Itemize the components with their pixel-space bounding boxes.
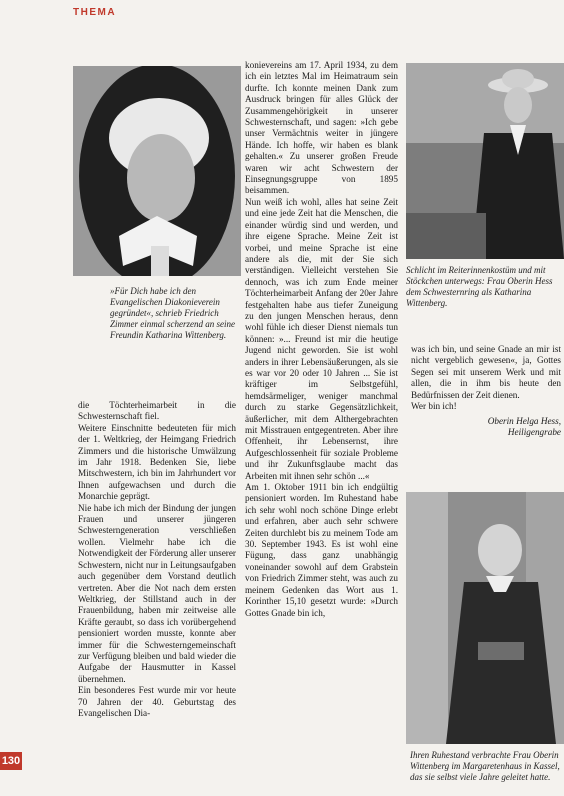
col1-paragraph: Ein besonderes Fest wurde mir vor heute 70 Jahren der 40. Geburtstag des Evangelischen Dia-: [78, 685, 236, 718]
photo-woman-with-hat: [406, 63, 564, 259]
column-2: [245, 60, 398, 619]
seated-photo-image: [406, 492, 564, 744]
column-1: [78, 400, 236, 719]
col1-paragraph: Nie habe ich mich der Bindung der jungen Frauen und unserer jüngeren Schwesterngeneration verschließen wollen. Vielmehr habe ich die Notwendigkeit der Förderung aller unserer Schwestern, nicht nur in Leitungsaufgaben auch gegenüber dem Vorstand deutlich vertreten. Aber die Not nach dem ersten Weltkrieg, der Stillstand auch in der Frauenbildung, haben mir zeitweise alle Kräfte geraubt, so dass ich vorübergehend pensioniert worden musste, konnte aber immer für die Schwesterngemeinschaft zur Verfügung bleiben und bald wieder die Aufgabe der Hausmutter in Kassel übernehmen.: [78, 502, 236, 684]
col1-paragraph: Weitere Einschnitte bedeuteten für mich der 1. Weltkrieg, der Heimgang Friedrich Zimmers und die historische Umwälzung im Jahr 1918. Bedenken Sie, liebe Mitschwestern, ich bin im Jahrhundert vor Ihnen aufgewachsen und durch die Monarchie geprägt.: [78, 422, 236, 502]
portrait-photo-deaconess: [73, 66, 241, 276]
column-3: [411, 344, 561, 412]
col2-paragraph: Nun weiß ich wohl, alles hat seine Zeit und eine jede Zeit hat die Menschen, die einander würdig sind und werden, und ihre eigene Sprache. Meine Zeit ist vorbei, und meine Sprache ist eine andere als die, mit der Sie sich verständigen. Vielleicht verstehen Sie dennoch, was ich zum Ende meiner Töchterheimarbeit Anfang der 20er Jahre festgehalten habe aus tiefer Zuneigung zu den jungen Menschen heraus, denn wohl fühle ich dieser Dienst niemals tun können: »... Freund ist mir die heutige Jugend nicht geworden. Sie ist wohl anders in ihrer Lebensäußerungen, als sie es war vor 20 oder 10 Jahren ... Sie ist kräftiger im Selbstgefühl, hemdsärmeliger, weniger manchmal durch zu starke Gegensätzlichkeit, äußerlicher, mit dem Althergebrachten mit Misstrauen entgegentreten. Aber ihre Offenheit, ihr Lebensernst, ihre Aufgeschlossenheit für soziale Probleme und ihr Zukunftsglaube macht das Arbeiten mit ihnen sehr schön ...«: [245, 196, 398, 481]
col2-paragraph: Am 1. Oktober 1911 bin ich endgültig pensioniert worden. Im Ruhestand habe ich sehr wohl noch schöne Dinge erlebt und erfahren, aber auch sehr schwere Zeiten durchlebt bis zu meinem Tode am 30. September 1943. Es ist wohl eine Fügung, dass ganz unabhängig voneinander sowohl auf dem Grabstein von Friedrich Zimmer steht, was auch zu meinem Gedenken das Wort aus 1. Korinther 15,10 gesetzt wurde: »Durch Gottes Gnade bin ich,: [245, 482, 398, 618]
portrait-photo-image: [73, 66, 241, 276]
section-header: THEMA: [73, 7, 117, 18]
page-number: 130: [0, 752, 22, 770]
col3-paragraph: Wer bin ich!: [411, 401, 457, 412]
caption-photo1: »Für Dich habe ich den Evangelischen Diakonieverein gegründet«, schrieb Friedrich Zimmer einmal scherzend an seine Freundin Katharina Wittenberg.: [110, 286, 235, 340]
caption-photo3: Ihren Ruhestand verbrachte Frau Oberin Wittenberg im Margaretenhaus in Kassel, das sie selbst viele Jahre geleitet hatte.: [410, 750, 560, 782]
photo-elderly-woman-seated: [406, 492, 564, 744]
signature-name: Oberin Helga Hess,: [487, 416, 561, 426]
col3-paragraph: was ich bin, und seine Gnade an mir ist nicht vergeblich gewesen«, ja, Gottes Segen sei mit unserem Werk und mit allen, die in ihm bis heute den Bedürfnissen der Zeit dienen.: [411, 344, 561, 400]
hat-photo-image: [406, 63, 564, 259]
col1-paragraph: die Töchterheimarbeit in die Schwesternschaft fiel.: [78, 400, 236, 422]
caption-photo2: Schlicht im Reiterinnenkostüm und mit Stöckchen unterwegs: Frau Oberin Hess dem Schwesternring als Katharina Wittenberg.: [406, 265, 553, 308]
col2-paragraph: konievereins am 17. April 1934, zu dem ich ein letztes Mal im Heimatraum sein durfte. Ich konnte meinen Dank zum Ausdruck bringen für alles Glück der Zusammengehörigkeit in unserer Schwesternschaft, und sagen: »Ich gebe unser Vermächtnis weiter in jüngere Hände. Ich hoffe, wir haben es blank gehalten.« Zu unserer großen Freude waren wir acht Schwestern der Einsegnungsgruppe von 1895 beisammen.: [245, 60, 398, 196]
signature: [411, 416, 561, 439]
signature-place: Heiligengrabe: [507, 427, 561, 438]
